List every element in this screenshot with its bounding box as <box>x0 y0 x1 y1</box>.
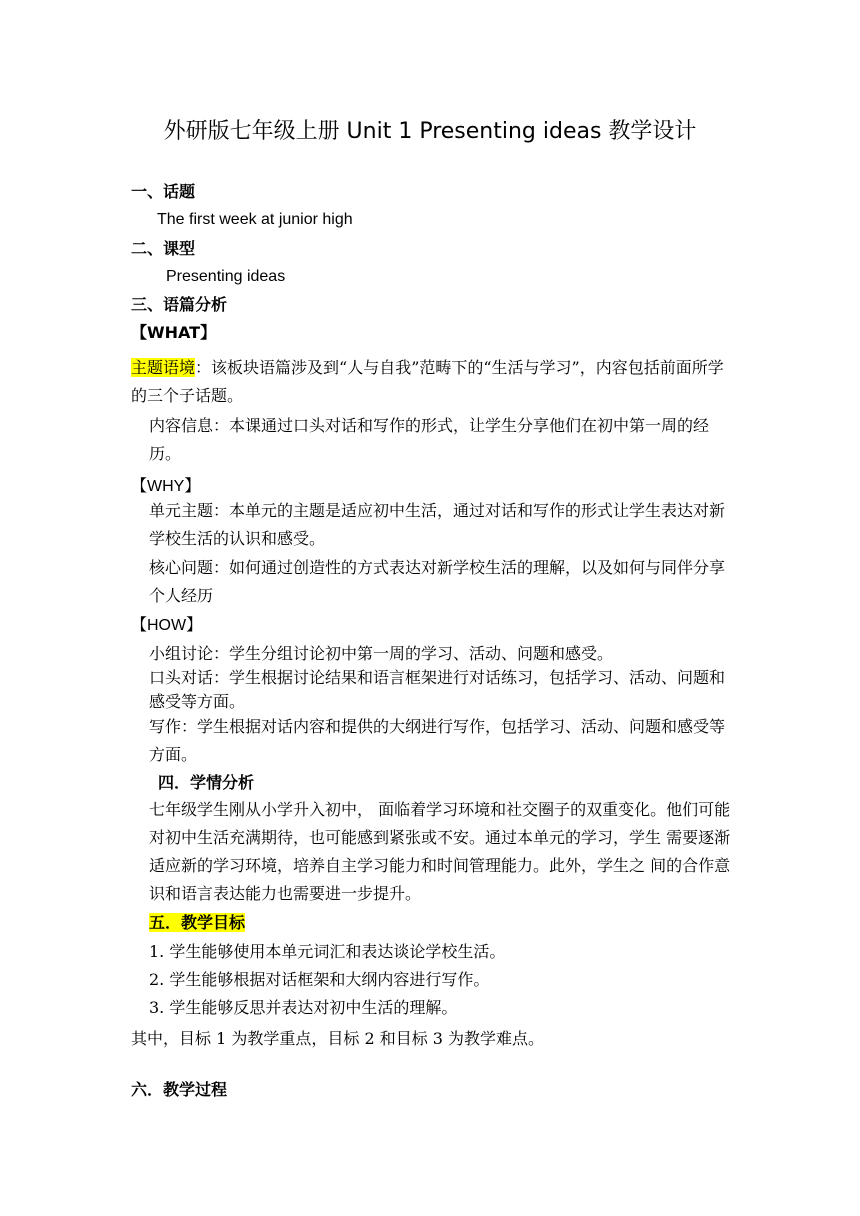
section-6-heading: 六．教学过程 <box>131 1080 228 1099</box>
section-3-heading: 三、语篇分析 <box>131 295 228 314</box>
why-label: 【WHY】 <box>131 478 201 495</box>
section-5-heading <box>149 913 245 933</box>
section-5-heading-highlight: 五．教学目标 <box>149 913 246 932</box>
theme-context-text: ：该板块语篇涉及到“人与自我”范畴下的“生活与学习”，内容包括前面所学的三个子话题。 <box>131 358 724 405</box>
section-2-heading: 二、课型 <box>131 239 196 258</box>
theme-context-highlight: 主题语境 <box>131 358 196 377</box>
learner-analysis-paragraph: 七年级学生刚从小学升入初中， 面临着学习环境和社交圈子的双重变化。他们可能对初中生活充满期待，也可能感到紧张或不安。通过本单元的学习，学生 需要逐渐适应新的学习环境，培养自主学习能力和时间管理能力。此外，学生之 间的合作意识和语言表达能力也需要进一步提升。 <box>149 800 731 903</box>
core-question-paragraph: 核心问题：如何通过创造性的方式表达对新学校生活的理解，以及如何与同伴分享个人经历 <box>149 558 726 605</box>
unit-theme-paragraph: 单元主题：本单元的主题是适应初中生活，通过对话和写作的形式让学生表达对新学校生活的认识和感受。 <box>149 501 726 548</box>
theme-context-paragraph <box>131 354 731 410</box>
goal-item-3: 3. 学生能够反思并表达对初中生活的理解。 <box>149 998 458 1017</box>
oral-dialogue-paragraph: 口头对话：学生根据讨论结果和语言框架进行对话练习，包括学习、活动、问题和感受等方面。 <box>149 668 726 711</box>
document-title: 外研版七年级上册 Unit 1 Presenting ideas 教学设计 <box>163 119 697 144</box>
what-label: 【WHAT】 <box>131 323 217 342</box>
goals-note: 其中，目标 1 为教学重点，目标 2 和目标 3 为教学难点。 <box>131 1029 545 1048</box>
lesson-type-text: Presenting ideas <box>166 268 286 285</box>
content-info-paragraph: 内容信息：本课通过口头对话和写作的形式，让学生分享他们在初中第一周的经历。 <box>149 416 710 463</box>
section-4-heading: 四．学情分析 <box>158 773 255 792</box>
group-discussion-paragraph: 小组讨论：学生分组讨论初中第一周的学习、活动、问题和感受。 <box>149 644 614 663</box>
goal-item-2: 2. 学生能够根据对话框架和大纲内容进行写作。 <box>149 970 490 989</box>
topic-text: The first week at junior high <box>157 211 353 228</box>
how-label: 【HOW】 <box>131 617 203 634</box>
goal-item-1: 1. 学生能够使用本单元词汇和表达谈论学校生活。 <box>149 942 506 961</box>
section-1-heading: 一、话题 <box>131 182 196 201</box>
writing-paragraph: 写作：学生根据对话内容和提供的大纲进行写作，包括学习、活动、问题和感受等方面。 <box>149 717 726 764</box>
